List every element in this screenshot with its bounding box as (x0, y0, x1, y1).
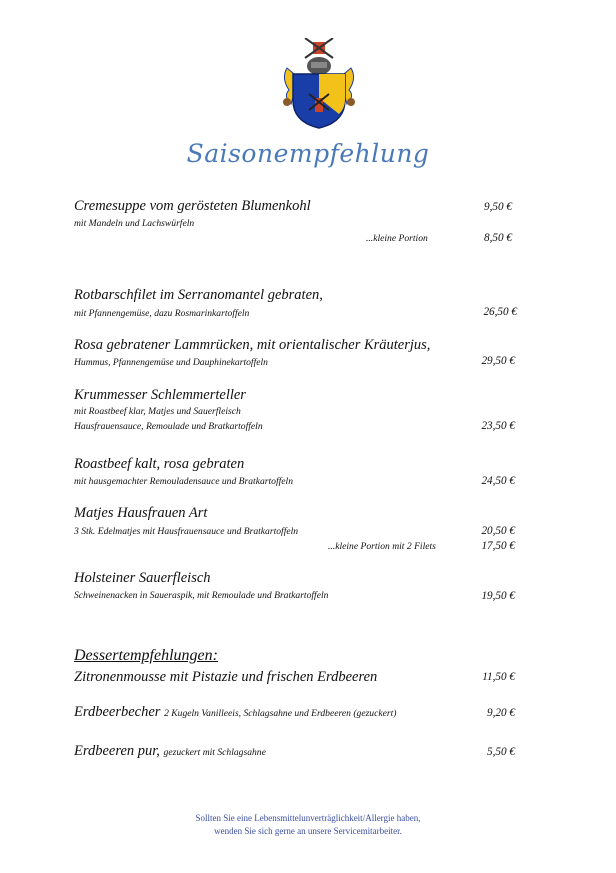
dish-description: 3 Stk. Edelmatjes mit Hausfrauensauce und Bratkartoffeln (74, 526, 299, 537)
dish-description: mit hausgemachter Remouladensauce und Bratkartoffeln (74, 476, 294, 487)
dish-name: Holsteiner Sauerfleisch (74, 570, 211, 586)
dish-description: Schweinenacken in Saueraspik, mit Remoulade und Bratkartoffeln (74, 590, 329, 601)
dessert-description: gezuckert mit Schlagsahne (163, 747, 266, 758)
dish-description: mit Mandeln und Lachswürfeln (74, 218, 195, 229)
dessert-line (74, 743, 266, 760)
dessert-description: 2 Kugeln Vanilleeis, Schlagsahne und Erdbeeren (gezuckert) (164, 708, 397, 719)
dish-name: Matjes Hausfrauen Art (74, 505, 208, 521)
dessert-price: 11,50 € (482, 671, 515, 683)
crest-logo (279, 38, 359, 130)
windmill-icon (305, 38, 333, 58)
dessert-name: Erdbeeren pur, (74, 743, 160, 759)
dessert-name: Zitronenmousse mit Pistazie und frischen Erdbeeren (74, 669, 378, 685)
dish-price: 26,50 € (483, 306, 517, 318)
allergy-notice-line1: Sollten Sie eine Lebensmittelunverträglichkeit/Allergie haben, (195, 813, 421, 823)
dessert-price: 9,20 € (487, 707, 515, 719)
dish-price: 9,50 € (484, 201, 512, 213)
dish-name: Rotbarschfilet im Serranomantel gebraten, (74, 287, 323, 303)
dish-name: Krummesser Schlemmerteller (74, 387, 246, 403)
dish-description: Hummus, Pfannengemüse und Dauphinekartoffeln (74, 357, 268, 368)
small-portion-price: 8,50 € (484, 232, 512, 244)
dessert-name: Erdbeerbecher (74, 704, 161, 720)
dish-price: 20,50 € (481, 525, 515, 537)
dish-description: mit Roastbeef klar, Matjes und Sauerfleisch (74, 406, 241, 417)
small-portion-label: ...kleine Portion (366, 233, 428, 244)
allergy-notice-line2: wenden Sie sich gerne an unsere Servicemitarbeiter. (214, 826, 402, 836)
small-portion-price: 17,50 € (481, 540, 515, 552)
dish-price: 24,50 € (481, 475, 515, 487)
dish-name: Cremesuppe vom gerösteten Blumenkohl (74, 198, 311, 214)
dessert-line (74, 704, 396, 721)
small-portion-label: ...kleine Portion mit 2 Filets (328, 541, 436, 552)
allergy-notice (0, 812, 616, 838)
dish-description: mit Pfannengemüse, dazu Rosmarinkartoffeln (74, 308, 250, 319)
dish-description-line2: Hausfrauensauce, Remoulade und Bratkartoffeln (74, 421, 263, 432)
dish-price: 29,50 € (481, 355, 515, 367)
dish-name: Roastbeef kalt, rosa gebraten (74, 456, 245, 472)
dish-name: Rosa gebratener Lammrücken, mit orientalischer Kräuterjus, (74, 337, 431, 353)
dish-price: 23,50 € (481, 420, 515, 432)
dessert-price: 5,50 € (487, 746, 515, 758)
page-title: Saisonempfehlung (186, 139, 430, 168)
dish-price: 19,50 € (481, 590, 515, 602)
dessert-heading: Dessertempfehlungen: (74, 647, 218, 664)
